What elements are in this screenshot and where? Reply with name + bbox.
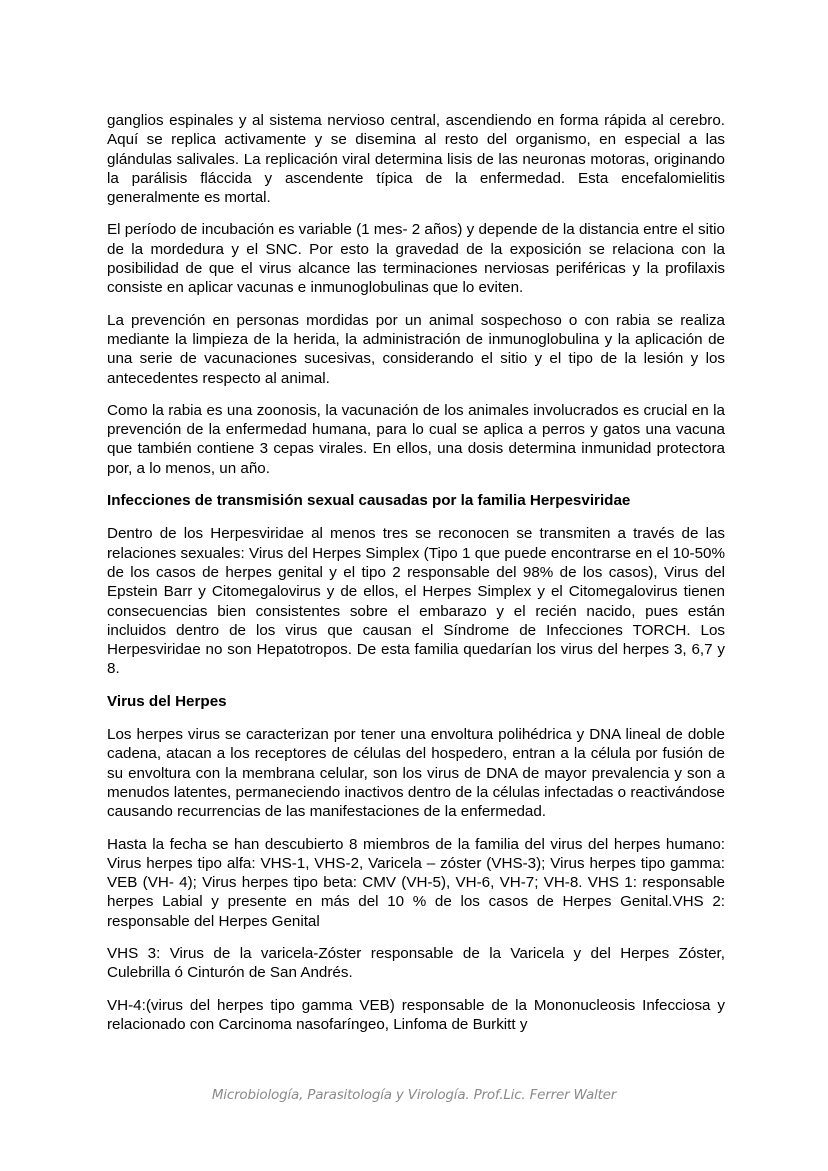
page-footer: Microbiología, Parasitología y Virología. Prof.Lic. Ferrer Walter <box>211 1087 617 1103</box>
paragraph-herpes-characteristics: Los herpes virus se caracterizan por tener una envoltura polihédrica y DNA lineal de doble cadena, atacan a los receptores de células del hospedero, entran a la célula por fusión de su envoltura con la membrana celular, son los virus de DNA de mayor prevalencia y son a menudos latentes, permaneciendo inactivos dentro de la células infectadas o reactivándose causando recurrencias de las manifestaciones de la enfermedad. <box>107 726 725 821</box>
paragraph-vh4: VH-4:(virus del herpes tipo gamma VEB) responsable de la Mononucleosis Infecciosa y relacionado con Carcinoma nasofaríngeo, Linfoma de Burkitt y <box>107 996 725 1033</box>
paragraph-incubation: El período de incubación es variable (1 mes- 2 años) y depende de la distancia entre el sitio de la mordedura y el SNC. Por esto la gravedad de la exposición se relaciona con la posibilidad de que el virus alcance las terminaciones nerviosas periféricas y la profilaxis consiste en aplicar vacunas e inmunoglobulinas que lo eviten. <box>107 221 725 297</box>
paragraph-rabies-pathogenesis: ganglios espinales y al sistema nervioso central, ascendiendo en forma rápida al cerebro. Aquí se replica activamente y se disemina al resto del organismo, en especial a las glándulas salivales. La replicación viral determina lisis de las neuronas motoras, originando la parálisis fláccida y ascendente típica de la enfermedad. Esta encefalomielitis generalmente es mortal. <box>107 112 725 207</box>
heading-herpes: Virus del Herpes <box>107 692 227 710</box>
paragraph-prevention: La prevención en personas mordidas por un animal sospechoso o con rabia se realiza mediante la limpieza de la herida, la administración de inmunoglobulina y la aplicación de una serie de vacunaciones sucesivas, considerando el sitio y el tipo de la lesión y los antecedentes respecto al animal. <box>107 311 725 387</box>
paragraph-vhs3: VHS 3: Virus de la varicela-Zóster responsable de la Varicela y del Herpes Zóster, Culebrilla ó Cinturón de San Andrés. <box>107 944 725 982</box>
heading-its: Infecciones de transmisión sexual causadas por la familia Herpesviridae <box>107 492 631 510</box>
paragraph-zoonosis: Como la rabia es una zoonosis, la vacunación de los animales involucrados es crucial en la prevención de la enfermedad humana, para lo cual se aplica a perros y gatos una vacuna que también contiene 3 cepas virales. En ellos, una dosis determina inmunidad protectora por, a lo menos, un año. <box>107 401 725 477</box>
paragraph-herpes-members: Hasta la fecha se han descubierto 8 miembros de la familia del virus del herpes humano: Virus herpes tipo alfa: VHS-1, VHS-2, Varicela – zóster (VHS-3); Virus herpes tipo gamma: VEB (VH- 4); Virus herpes tipo beta: CMV (VH-5), VH-6, VH-7; VH-8. VHS 1: responsable herpes Labial y presente en más del 10 % de los casos de Herpes Genital.VHS 2: responsable del Herpes Genital <box>107 835 725 930</box>
document-page <box>107 111 725 1047</box>
paragraph-herpesviridae: Dentro de los Herpesviridae al menos tres se reconocen se transmiten a través de las relaciones sexuales: Virus del Herpes Simplex (Tipo 1 que puede encontrarse en el 10-50% de los casos de herpes genital y el tipo 2 responsable del 98% de los casos), Virus del Epstein Barr y Citomegalovirus y de ellos, el Herpes Simplex y el Citomegalovirus tienen consecuencias bien consistentes sobre el embarazo y el recién nacido, pues están incluidos dentro de los virus que causan el Síndrome de Infecciones TORCH. Los Herpesviridae no son Hepatotropos. De esta familia quedarían los virus del herpes 3, 6,7 y 8. <box>107 525 725 678</box>
